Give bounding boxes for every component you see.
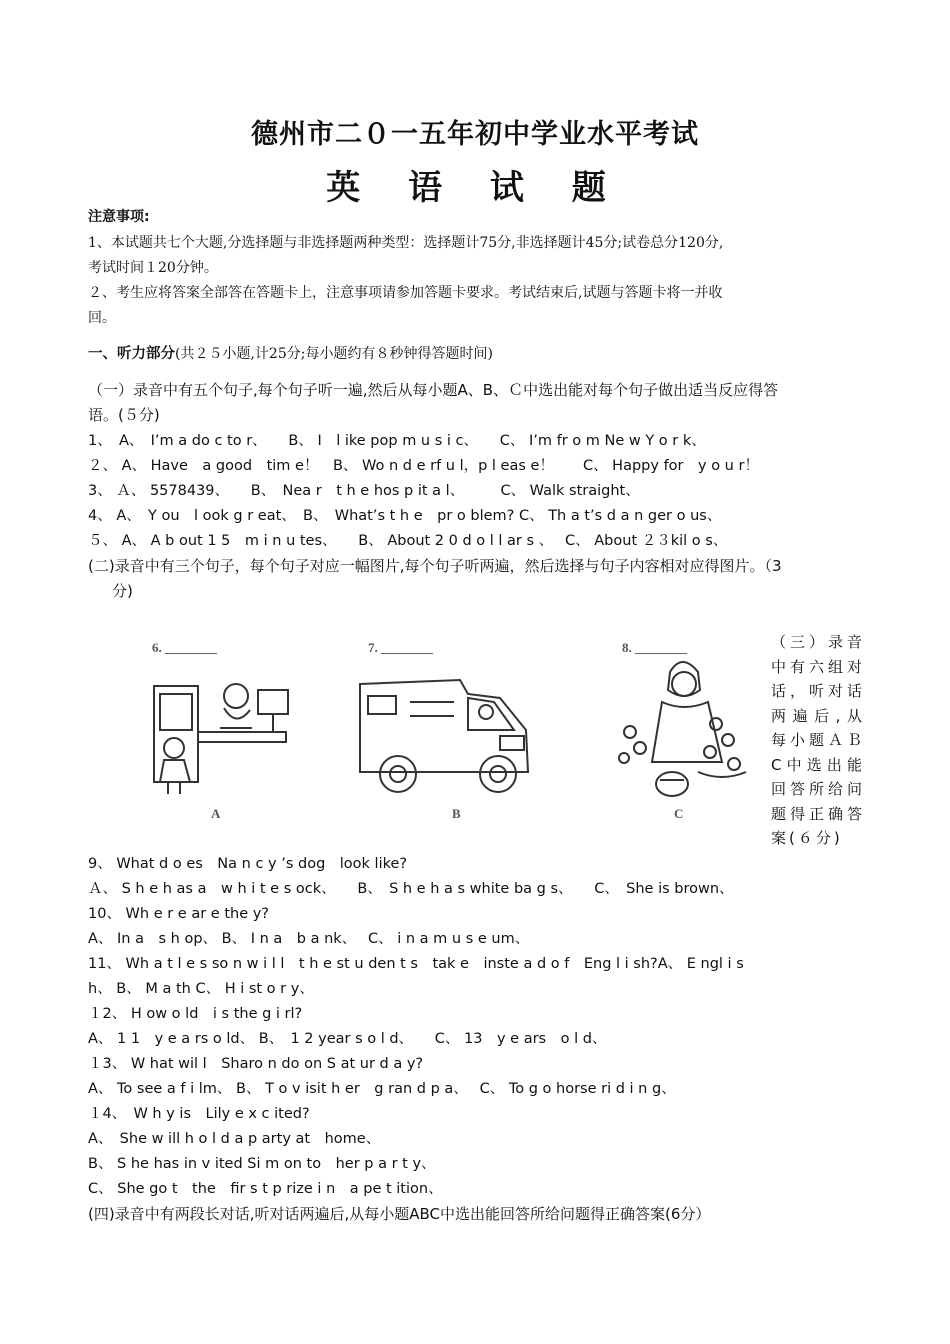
picture-a-ticket-booth-image — [140, 632, 320, 802]
option-line: A、 In a s h op、 B、 I n a b a nk、 C、 i n a m u s e um、 — [88, 931, 530, 947]
part1-intro-line1: （一）录音中有五个句子,每个句子听一遍,然后从每小题A、B、Ｃ中选出能对每个句子做出适当反应得答 — [88, 381, 779, 399]
picture-c-label: C — [674, 806, 684, 821]
part4-intro: (四)录音中有两段长对话,听对话两遍后,从每小题ABC中选出能回答所给问题得正确答案(6分） — [88, 1205, 711, 1223]
notice-item2-line2: 回。 — [88, 310, 116, 326]
part1-intro-line2: 语。(５分) — [88, 406, 160, 424]
question-line: １3、 W hat wil l Sharo n do on S at ur d a y? — [88, 1056, 424, 1072]
option-line: A、 1 1 y e a rs o ld、 B、 1 2 year s o l d、 C、 13 y e ars o l d、 — [88, 1031, 607, 1047]
picture-7-number: 7. ________ — [368, 640, 433, 655]
option-line: A、 To see a f i lm、 B、 T o v isit h er g ran d p a、 C、 To g o horse ri d i n g、 — [88, 1081, 676, 1097]
question-line: 4、 A、 Y ou l ook g r eat、 B、 What’s t h e pr o blem? C、 Th a t’s d a n ger o us、 — [88, 508, 722, 524]
question-line: 11、 Wh a t l e s so n w i l l t h e st u den t s tak e inste a d o f Eng l i sh?A、 E ngl i s — [88, 956, 744, 972]
question-line: 1、 A、 I’m a do c to r、 B、 I l ike pop m u s i c、 C、 I’m fr o m Ne w Y o r k、 — [88, 433, 706, 449]
notice-item1-line2: 考试时间１20分钟。 — [88, 260, 218, 276]
picture-b-label: B — [452, 806, 461, 821]
option-line: h、 B、 M a th C、 H i st o r y、 — [88, 981, 314, 997]
picture-6-number: 6. ________ — [152, 640, 217, 655]
question-line: ５、 A、 A b out 1 5 m i n u tes、 B、 About 2 0 d o l l ar s 、 C、 About ２３kil o s、 — [88, 533, 728, 549]
picture-8-number: 8. ________ — [622, 640, 687, 655]
section1-heading: 一、听力部分 — [88, 346, 175, 362]
question-line: 10、 Wh e r e ar e the y? — [88, 906, 269, 922]
question-line: 9、 What d o es Na n c y ’s dog look like? — [88, 856, 408, 872]
option-line: B、 S he has in v ited Si m on to her p a r t y、 — [88, 1156, 436, 1172]
question-line: １4、 W h y is Lily e x c ited? — [88, 1106, 310, 1122]
exam-title: 德州市二０一五年初中学业水平考试 — [251, 119, 699, 150]
section1-heading-row — [88, 344, 493, 364]
picture-b-truck-image — [350, 632, 550, 802]
notice-item1-line1: 1、本试题共七个大题,分选择题与非选择题两种类型：选择题计75分,非选择题计45分;试卷总分120分, — [88, 235, 724, 251]
question-line: ２、 A、 Have a good tim e！ B、 Wo n d e rf u l，p l eas e！ C、 Happy for y o u r！ — [88, 458, 759, 474]
option-line: C、 She go t the fir s t p rize i n a pe t ition、 — [88, 1181, 443, 1197]
section1-note: (共２５小题,计25分;每小题约有８秒钟得答题时间) — [175, 346, 493, 362]
question-line: 3、 Ａ、 5578439、 B、 Nea r t h e hos p it a l、 C、 Walk straight、 — [88, 483, 640, 499]
part2-intro-line1: (二)录音中有三个句子，每个句子对应一幅图片,每个句子听两遍，然后选择与句子内容相对应得图片。（3 — [88, 557, 782, 575]
part3-intro: （三）录音中有六组对话，听对话两遍后,从每小题ＡＢC中选出能回答所给问题得正确答案(６分) — [771, 633, 865, 847]
option-line: Ａ、 S h e h as a w h i t e s ock、 B、 S h e h a s white ba g s、 C、 She is brown、 — [88, 881, 734, 897]
notice-heading: 注意事项: — [88, 209, 150, 225]
option-line: A、 She w ill h o l d a p arty at home、 — [88, 1131, 381, 1147]
notice-item2-line1: ２、考生应将答案全部答在答题卡上，注意事项请参加答题卡要求。考试结束后,试题与答题卡将一并收 — [88, 285, 723, 301]
question-line: １2、 H ow o ld i s the g i rl? — [88, 1006, 303, 1022]
picture-c-girl-with-flowers-image — [612, 632, 762, 802]
picture-a-label: A — [211, 806, 221, 821]
exam-subtitle: 英 语 试 题 — [326, 168, 624, 208]
part2-intro-line2: 分) — [112, 582, 133, 600]
